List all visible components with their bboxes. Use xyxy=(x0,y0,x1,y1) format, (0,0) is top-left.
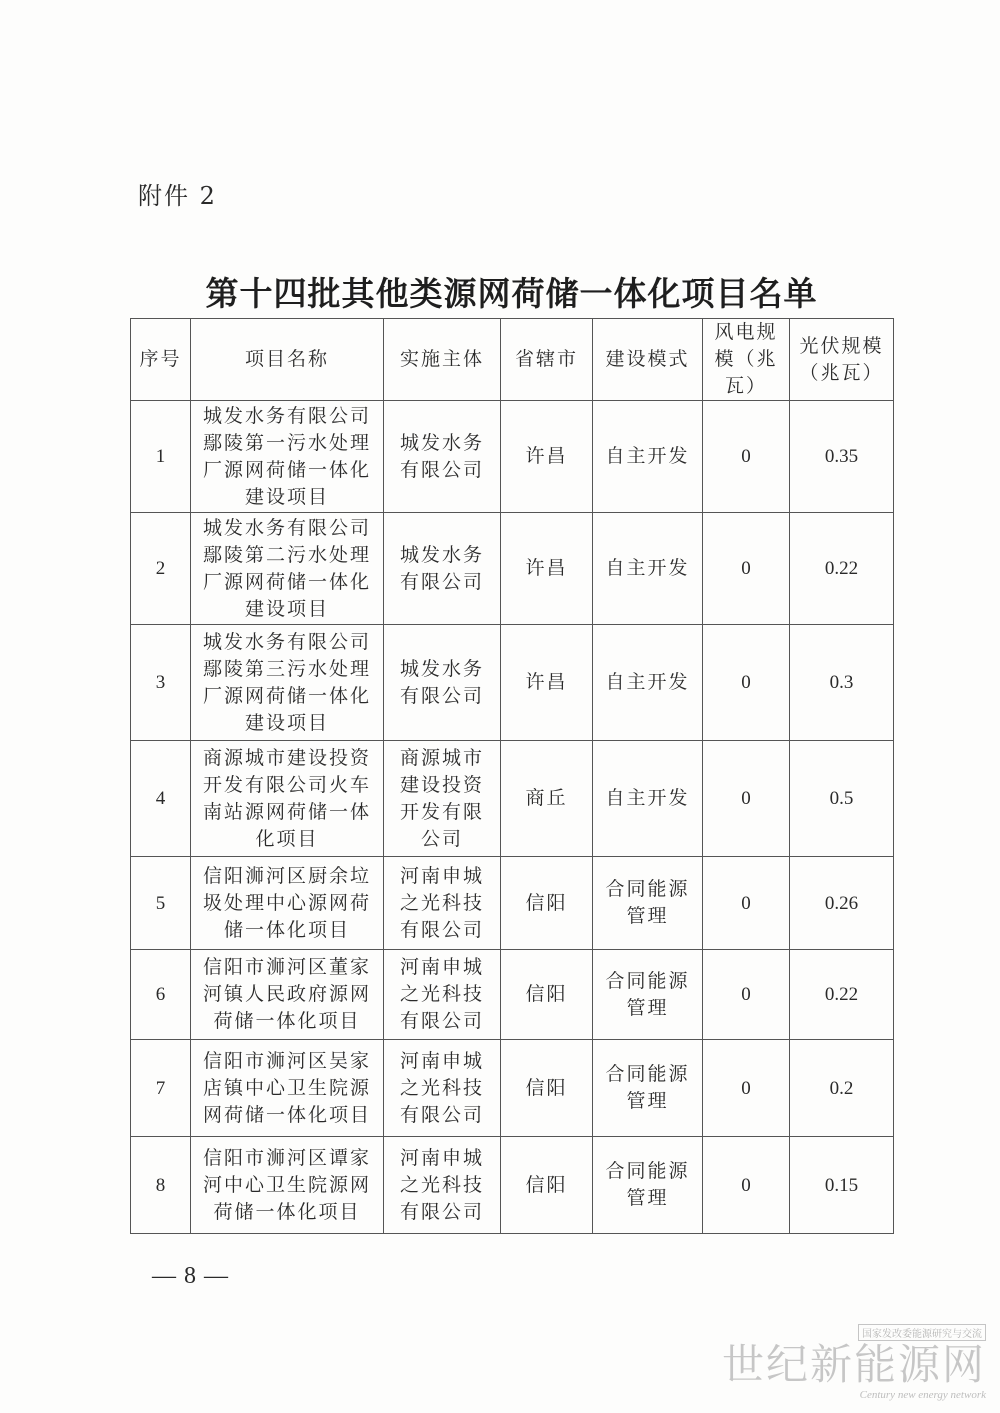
cell-city: 许昌 xyxy=(501,513,593,625)
cell-entity: 河南申城之光科技有限公司 xyxy=(384,950,501,1040)
cell-mode: 自主开发 xyxy=(593,741,703,857)
cell-city: 信阳 xyxy=(501,1137,593,1234)
cell-mode: 合同能源管理 xyxy=(593,1137,703,1234)
table-row xyxy=(131,857,894,950)
header-project-name: 项目名称 xyxy=(191,319,384,401)
cell-city: 商丘 xyxy=(501,741,593,857)
header-mode: 建设模式 xyxy=(593,319,703,401)
cell-no: 4 xyxy=(131,741,191,857)
cell-no: 6 xyxy=(131,950,191,1040)
cell-project-name: 信阳市浉河区吴家店镇中心卫生院源网荷储一体化项目 xyxy=(191,1040,384,1137)
header-entity: 实施主体 xyxy=(384,319,501,401)
cell-project-name: 城发水务有限公司鄢陵第二污水处理厂源网荷储一体化建设项目 xyxy=(191,513,384,625)
cell-solar: 0.2 xyxy=(790,1040,894,1137)
cell-project-name: 城发水务有限公司鄢陵第一污水处理厂源网荷储一体化建设项目 xyxy=(191,401,384,513)
cell-wind: 0 xyxy=(703,513,790,625)
cell-wind: 0 xyxy=(703,401,790,513)
table-row xyxy=(131,950,894,1040)
cell-wind: 0 xyxy=(703,625,790,741)
cell-city: 许昌 xyxy=(501,401,593,513)
header-no: 序号 xyxy=(131,319,191,401)
cell-project-name: 信阳浉河区厨余垃圾处理中心源网荷储一体化项目 xyxy=(191,857,384,950)
watermark xyxy=(722,1322,986,1401)
cell-wind: 0 xyxy=(703,741,790,857)
cell-mode: 自主开发 xyxy=(593,625,703,741)
cell-mode: 自主开发 xyxy=(593,401,703,513)
cell-solar: 0.15 xyxy=(790,1137,894,1234)
cell-wind: 0 xyxy=(703,950,790,1040)
header-solar-scale: 光伏规模（兆瓦） xyxy=(790,319,894,401)
watermark-tag: 国家发改委能源研究与交流 xyxy=(858,1324,986,1341)
cell-entity: 城发水务有限公司 xyxy=(384,513,501,625)
cell-project-name: 城发水务有限公司鄢陵第三污水处理厂源网荷储一体化建设项目 xyxy=(191,625,384,741)
cell-solar: 0.26 xyxy=(790,857,894,950)
table-row xyxy=(131,741,894,857)
cell-project-name: 信阳市浉河区董家河镇人民政府源网荷储一体化项目 xyxy=(191,950,384,1040)
cell-wind: 0 xyxy=(703,857,790,950)
cell-mode: 自主开发 xyxy=(593,513,703,625)
cell-entity: 商源城市建设投资开发有限公司 xyxy=(384,741,501,857)
cell-mode: 合同能源管理 xyxy=(593,857,703,950)
cell-project-name: 信阳市浉河区谭家河中心卫生院源网荷储一体化项目 xyxy=(191,1137,384,1234)
cell-no: 8 xyxy=(131,1137,191,1234)
cell-entity: 城发水务有限公司 xyxy=(384,401,501,513)
cell-city: 信阳 xyxy=(501,950,593,1040)
table-row xyxy=(131,513,894,625)
cell-solar: 0.5 xyxy=(790,741,894,857)
cell-entity: 河南申城之光科技有限公司 xyxy=(384,1040,501,1137)
cell-city: 信阳 xyxy=(501,1040,593,1137)
cell-project-name: 商源城市建设投资开发有限公司火车南站源网荷储一体化项目 xyxy=(191,741,384,857)
header-wind-scale: 风电规模（兆瓦） xyxy=(703,319,790,401)
cell-entity: 城发水务有限公司 xyxy=(384,625,501,741)
cell-solar: 0.3 xyxy=(790,625,894,741)
cell-no: 1 xyxy=(131,401,191,513)
project-table xyxy=(130,318,894,1234)
page-number: — 8 — xyxy=(152,1263,229,1289)
cell-city: 信阳 xyxy=(501,857,593,950)
cell-wind: 0 xyxy=(703,1137,790,1234)
table-row xyxy=(131,1137,894,1234)
cell-mode: 合同能源管理 xyxy=(593,1040,703,1137)
cell-no: 5 xyxy=(131,857,191,950)
header-city: 省辖市 xyxy=(501,319,593,401)
cell-solar: 0.22 xyxy=(790,513,894,625)
cell-no: 2 xyxy=(131,513,191,625)
table-header-row xyxy=(131,319,894,401)
table-row xyxy=(131,401,894,513)
cell-solar: 0.22 xyxy=(790,950,894,1040)
cell-no: 7 xyxy=(131,1040,191,1137)
table-row xyxy=(131,625,894,741)
document-title: 第十四批其他类源网荷储一体化项目名单 xyxy=(205,274,818,313)
watermark-english: Century new energy network xyxy=(859,1389,986,1401)
attachment-label: 附件 2 xyxy=(138,182,217,210)
cell-city: 许昌 xyxy=(501,625,593,741)
watermark-name: 世纪新能源网 xyxy=(721,1340,986,1389)
cell-entity: 河南申城之光科技有限公司 xyxy=(384,857,501,950)
cell-mode: 合同能源管理 xyxy=(593,950,703,1040)
cell-wind: 0 xyxy=(703,1040,790,1137)
cell-entity: 河南申城之光科技有限公司 xyxy=(384,1137,501,1234)
cell-solar: 0.35 xyxy=(790,401,894,513)
table-row xyxy=(131,1040,894,1137)
cell-no: 3 xyxy=(131,625,191,741)
